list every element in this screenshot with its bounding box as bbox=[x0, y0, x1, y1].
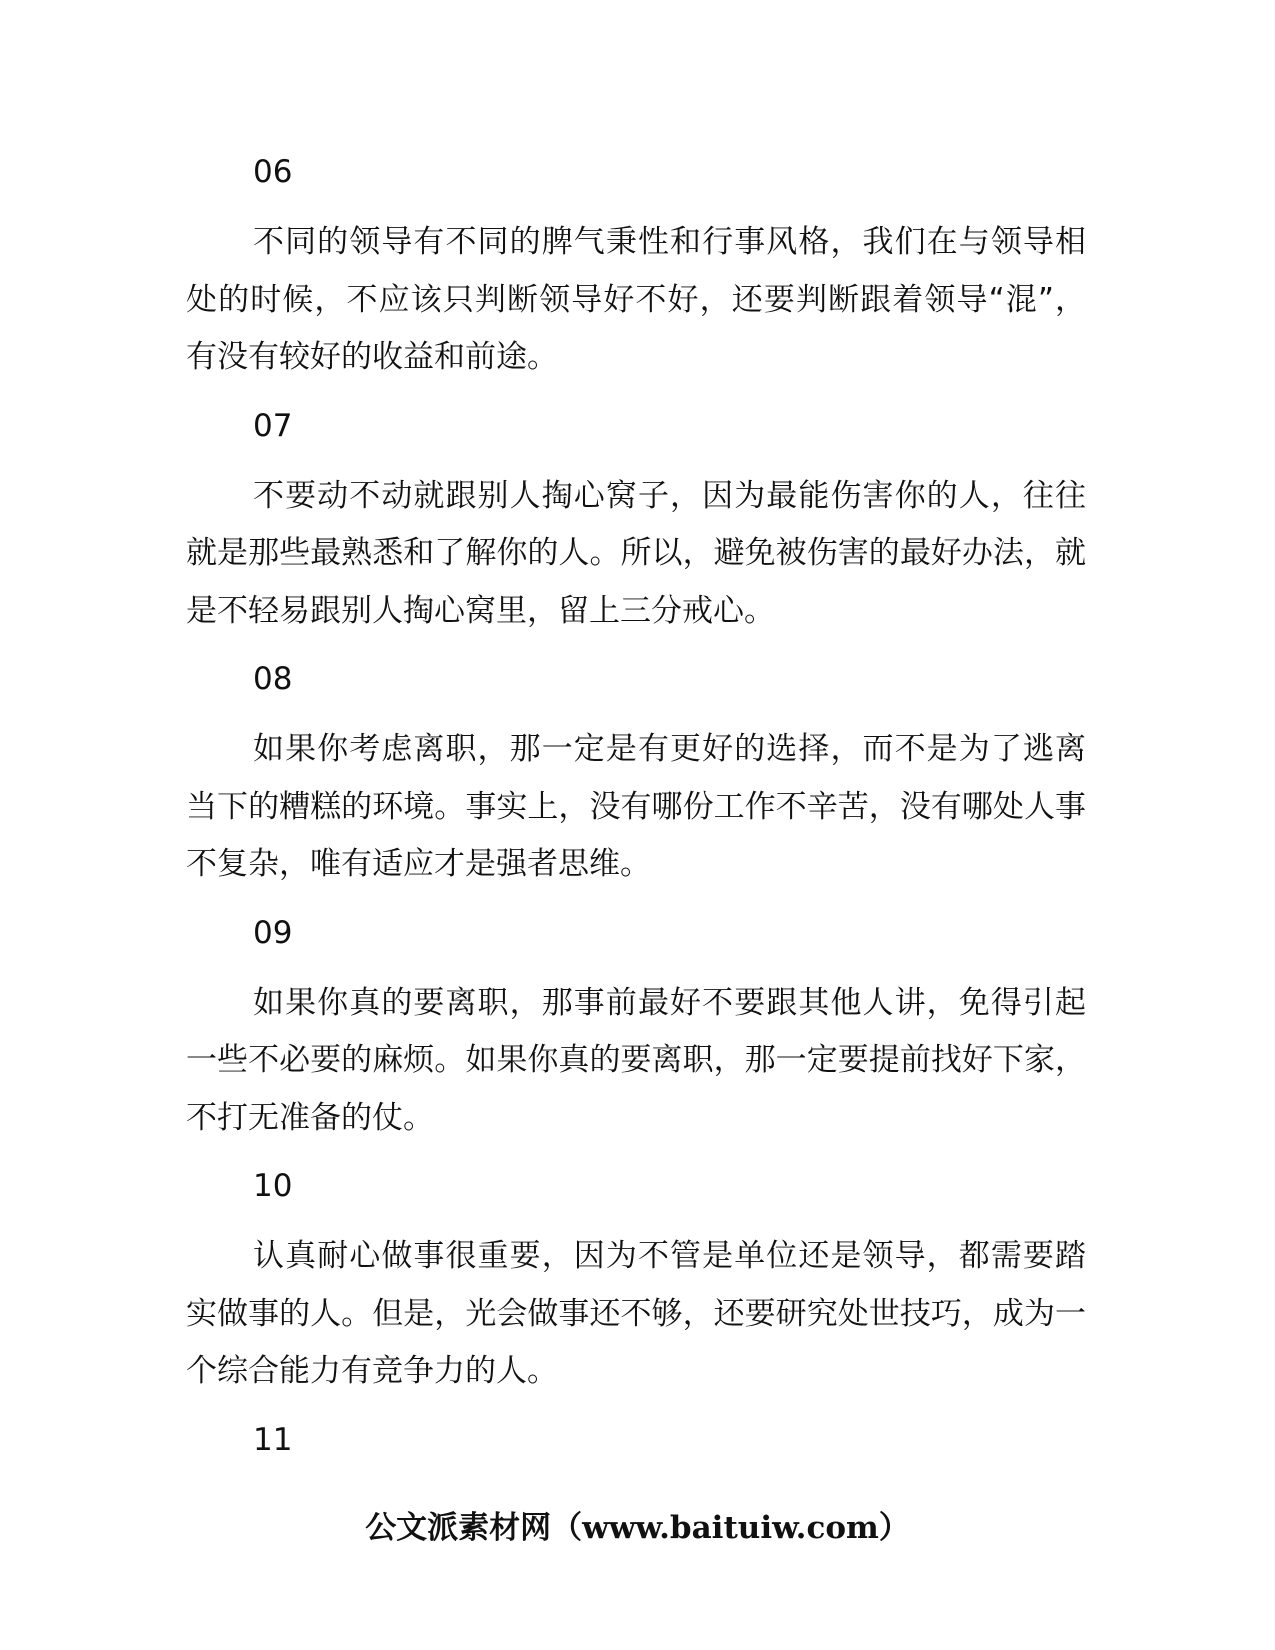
section-paragraph: 认真耐心做事很重要，因为不管是单位还是领导，都需要踏实做事的人。但是，光会做事还不够，还要研究处世技巧，成为一个综合能力有竞争力的人。 bbox=[186, 1238, 1086, 1389]
section-number: 10 bbox=[253, 1168, 293, 1204]
section-number: 07 bbox=[253, 407, 293, 444]
section-paragraph: 不要动不动就跟别人掏心窝子，因为最能伤害你的人，往往就是那些最熟悉和了解你的人。所以，避免被伤害的最好办法，就是不轻易跟别人掏心窝里，留上三分戒心。 bbox=[186, 477, 1086, 629]
section-number: 09 bbox=[253, 914, 293, 951]
section-number: 06 bbox=[253, 154, 293, 190]
document-body bbox=[186, 152, 1086, 1482]
page-footer: 公文派素材网（www.baituiw.com） bbox=[365, 1510, 910, 1546]
section-paragraph: 如果你考虑离职，那一定是有更好的选择，而不是为了逃离当下的糟糕的环境。事实上，没有哪份工作不辛苦，没有哪处人事不复杂，唯有适应才是强者思维。 bbox=[186, 731, 1086, 882]
section-number: 08 bbox=[253, 661, 293, 697]
section-number-trailing: 11 bbox=[253, 1421, 293, 1458]
section-paragraph: 不同的领导有不同的脾气秉性和行事风格，我们在与领导相处的时候，不应该只判断领导好不好，还要判断跟着领导“混”，有没有较好的收益和前途。 bbox=[186, 224, 1086, 375]
section-paragraph: 如果你真的要离职，那事前最好不要跟其他人讲，免得引起一些不必要的麻烦。如果你真的要离职，那一定要提前找好下家，不打无准备的仗。 bbox=[186, 984, 1086, 1136]
